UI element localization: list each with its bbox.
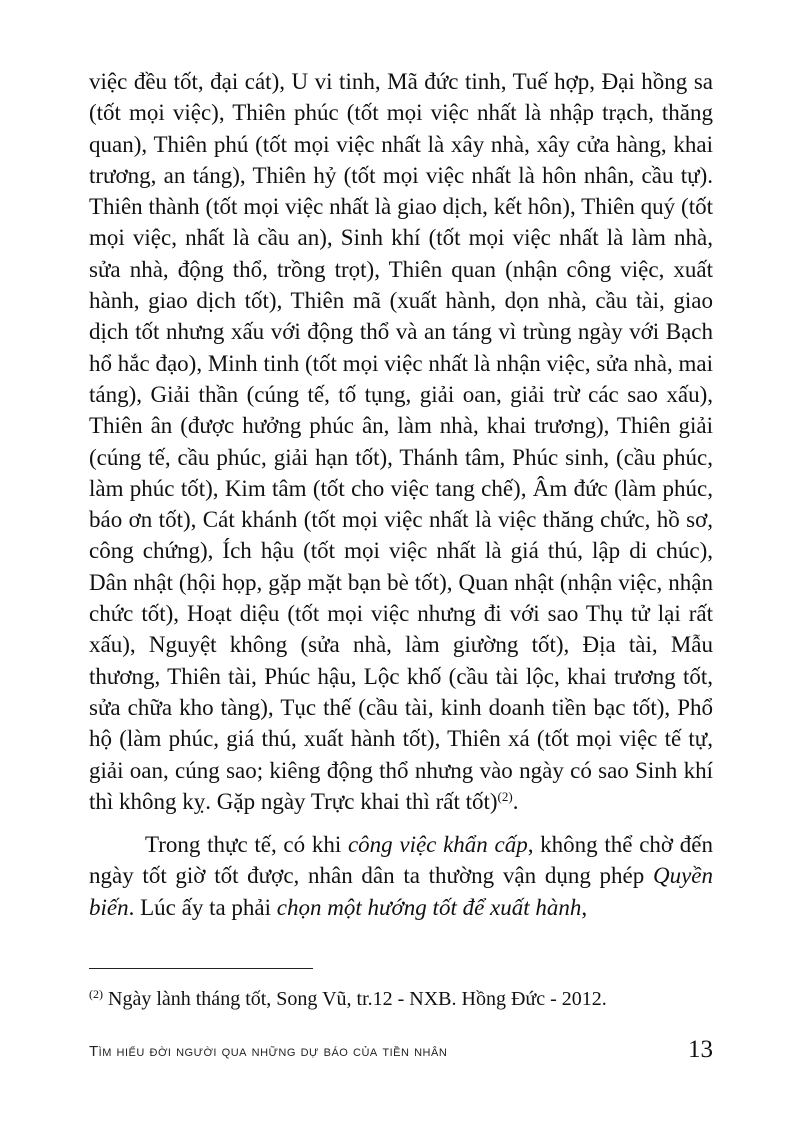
paragraph-2-text-1: Trong thực tế, có khi [145, 832, 348, 858]
paragraph-2-italic-3: chọn một hướng tốt để xuất hành [276, 894, 582, 920]
footnote-divider [89, 968, 313, 969]
body-text [89, 66, 713, 923]
footnote [89, 986, 713, 1012]
footnote-marker: (2) [89, 987, 103, 1001]
footnote-text: Ngày lành tháng tốt, Song Vũ, tr.12 - NXB. Hồng Đức - 2012. [103, 988, 607, 1010]
paragraph-1-text: việc đều tốt, đại cát), U vi tinh, Mã đức tinh, Tuế hợp, Đại hồng sa (tốt mọi việc), Thiên phúc (tốt mọi việc nhất là nhập trạch, thăng quan), Thiên phú (tốt mọi việc nhất là xây nhà, xây cửa hàng, khai trương, an táng), Thiên hỷ (tốt mọi việc nhất là hôn nhân, cầu tự). Thiên thành (tốt mọi việc nhất là giao dịch, kết hôn), Thiên quý (tốt mọi việc, nhất là cầu an), Sinh khí (tốt mọi việc nhất là làm nhà, sửa nhà, động thổ, trồng trọt), Thiên quan (nhận công việc, xuất hành, giao dịch tốt), Thiên mã (xuất hành, dọn nhà, cầu tài, giao dịch tốt nhưng xấu với động thổ và an táng vì trùng ngày với Bạch hổ hắc đạo), Minh tinh (tốt mọi việc nhất là nhận việc, sửa nhà, mai táng), Giải thần (cúng tế, tố tụng, giải oan, giải trừ các sao xấu), Thiên ân (được hưởng phúc ân, làm nhà, khai trương), Thiên giải (cúng tế, cầu phúc, giải hạn tốt), Thánh tâm, Phúc sinh, (cầu phúc, làm phúc tốt), Kim tâm (tốt cho việc tang chế), Âm đức (làm phúc, báo ơn tốt), Cát khánh (tốt mọi việc nhất là việc thăng chức, hồ sơ, công chứng), Ích hậu (tốt mọi việc nhất là giá thú, lập di chúc), Dân nhật (hội họp, gặp mặt bạn bè tốt), Quan nhật (nhận việc, nhận chức tốt), Hoạt diệu (tốt mọi việc nhưng đi với sao Thụ tử lại rất xấu), Nguyệt không (sửa nhà, làm giường tốt), Địa tài, Mẫu thương, Thiên tài, Phúc hậu, Lộc khố (cầu tài lộc, khai trương tốt, sửa chữa kho tàng), Tục thế (cầu tài, kinh doanh tiền bạc tốt), Phổ hộ (làm phúc, giá thú, xuất hành tốt), Thiên xá (tốt mọi việc tế tự, giải oan, cúng sao; kiêng động thổ nhưng vào ngày có sao Sinh khí thì không kỵ. Gặp ngày Trực khai thì rất tốt) [89, 69, 713, 814]
paragraph-2-text-4: , [581, 894, 588, 920]
paragraph-1 [89, 66, 713, 817]
page-number: 13 [688, 1036, 713, 1063]
running-title: Tìm hiểu đời người qua những dự báo của tiền nhân [89, 1043, 448, 1060]
paragraph-2 [89, 829, 713, 923]
paragraph-2-text-3: . Lúc ấy ta phải [128, 894, 277, 920]
paragraph-2-italic-2: Quyền biến [89, 863, 713, 920]
footnote-reference: (2) [497, 788, 513, 804]
paragraph-1-end: . [512, 788, 519, 814]
paragraph-2-text-2: , không thể chờ đến ngày tốt giờ tốt được, nhân dân ta thường vận dụng phép [89, 832, 713, 889]
paragraph-2-italic-1: công việc khẩn cấp [347, 832, 528, 858]
